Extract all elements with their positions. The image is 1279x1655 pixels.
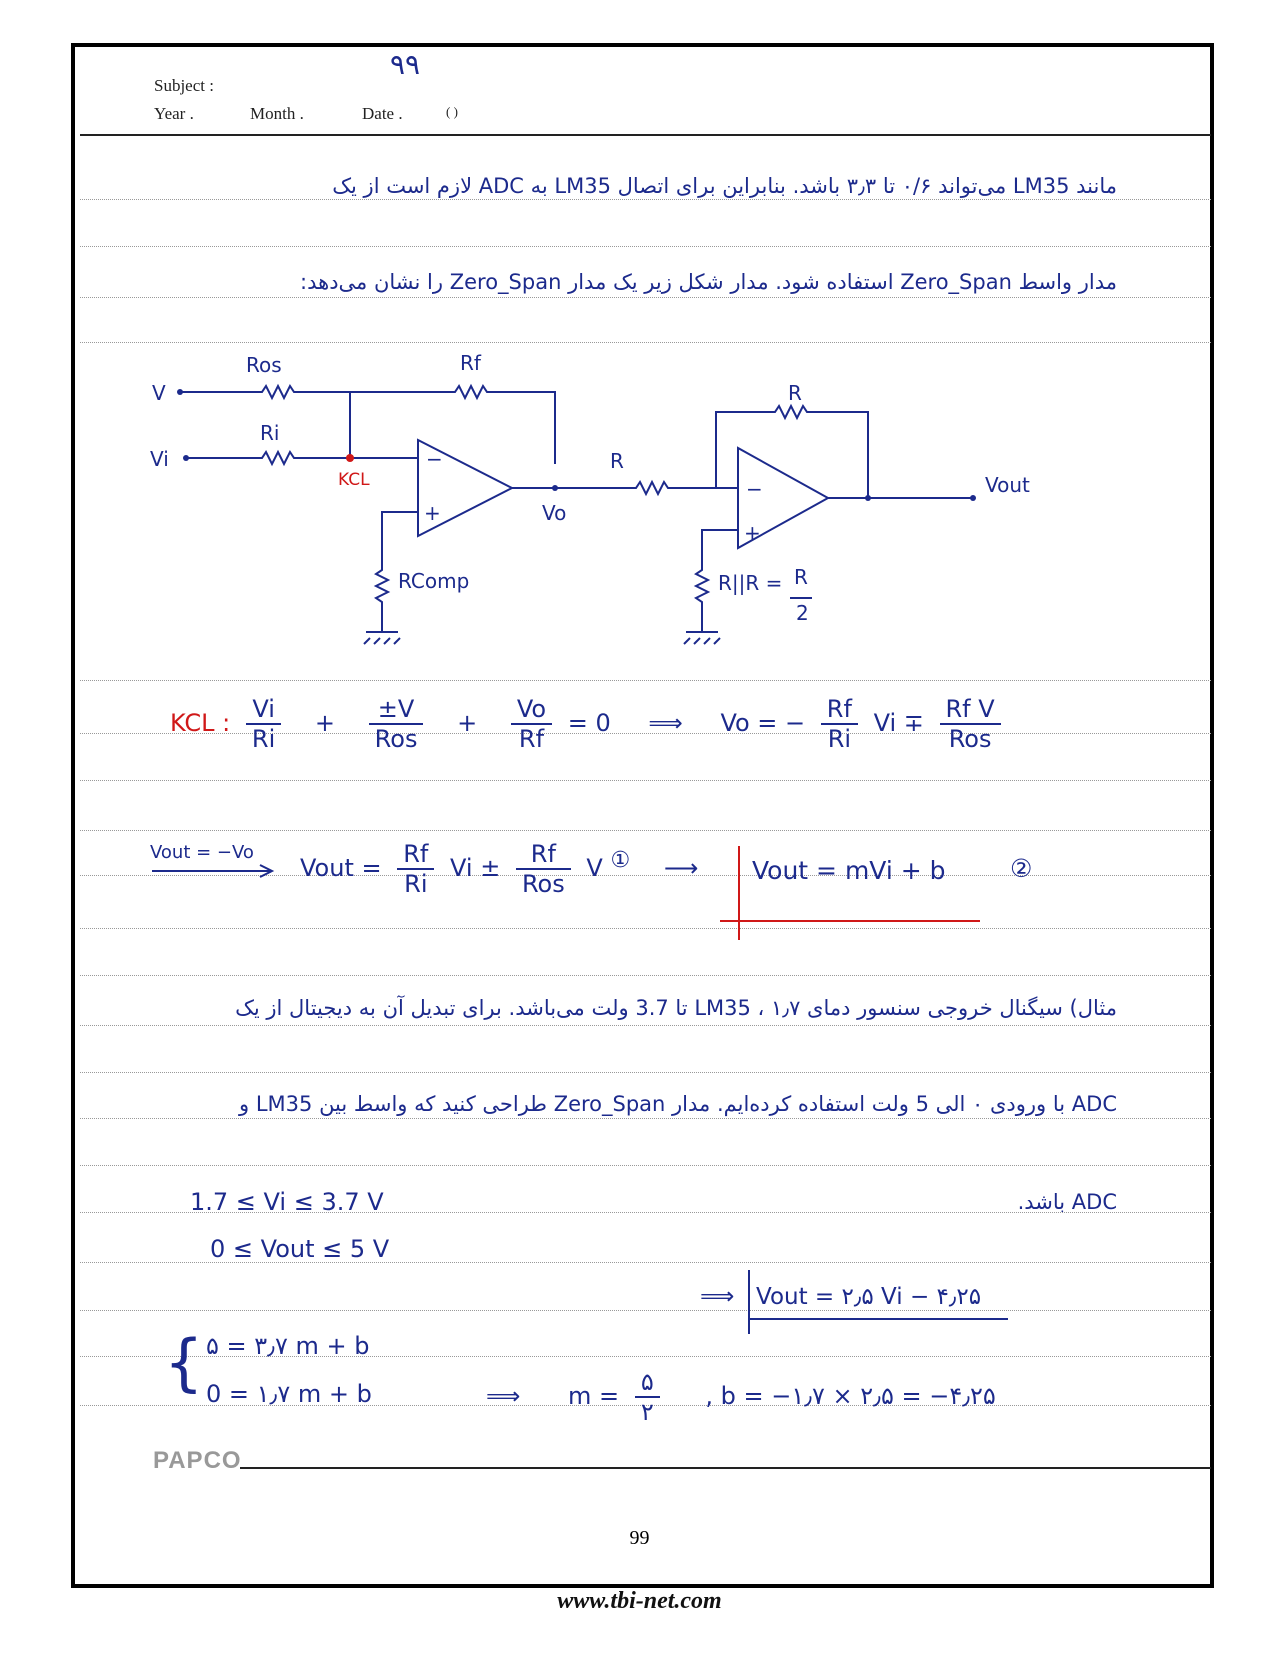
opamp1-plus: +	[424, 501, 441, 525]
system-eq-a: ۵ = ۳٫۷ m + b	[206, 1332, 370, 1360]
vi-expr: Vi ∓	[873, 709, 924, 737]
result-equation: Vout = ۲٫۵ Vi − ۴٫۲۵	[756, 1284, 982, 1310]
label-r-series: R	[610, 449, 624, 473]
rule-line	[80, 199, 1211, 200]
label-v: V	[152, 381, 166, 405]
label-rf: Rf	[460, 351, 481, 375]
label-ri: Ri	[260, 421, 280, 445]
opamp2-plus: +	[744, 521, 761, 545]
watermark: www.tbi-net.com	[557, 1588, 722, 1614]
label-vout: Vout	[985, 473, 1030, 497]
vo-expr: Vo = −	[720, 709, 806, 737]
eq-number-1: ①	[610, 848, 631, 873]
vout-range: 0 ≤ Vout ≤ 5 V	[210, 1235, 390, 1263]
date-label: Date .	[362, 104, 403, 123]
system-eq-b: 0 = ۱٫۷ m + b	[206, 1380, 372, 1408]
vi-range: 1.7 ≤ Vi ≤ 3.7 V	[190, 1188, 384, 1216]
rule-line	[80, 1165, 1211, 1166]
example-line-2: ADC با ورودی ۰ الی 5 ولت استفاده کرده‌ایم. مدار Zero_Span طراحی کنید که واسط بین LM35 و	[239, 1092, 1117, 1116]
label-r-den: 2	[796, 601, 809, 625]
label-vo: Vo	[542, 501, 567, 525]
date-paren: ( )	[446, 104, 458, 119]
header-rule	[80, 134, 1211, 136]
system-solution	[486, 1368, 996, 1426]
fraction: $\frac{۵}{۲}$	[635, 1368, 660, 1426]
rule-line	[80, 1072, 1211, 1073]
general-form: Vout = mVi + b	[752, 856, 946, 885]
equals-zero: = 0	[567, 709, 611, 737]
month-label: Month .	[250, 104, 304, 123]
rule-line	[80, 780, 1211, 781]
rule-line	[80, 975, 1211, 976]
fraction: $\frac{Vi}{Ri}$	[246, 695, 281, 753]
plus-sign: +	[314, 709, 336, 737]
label-kcl: KCL	[338, 470, 370, 490]
b-value: , b = −۱٫۷ × ۲٫۵ = −۴٫۲۵	[705, 1382, 996, 1410]
rule-line	[80, 1118, 1211, 1119]
rule-line	[80, 1310, 1211, 1311]
rule-line	[80, 830, 1211, 831]
zero-span-circuit	[0, 340, 1279, 660]
label-rcomp: RComp	[398, 569, 470, 593]
label-r-feedback: R	[788, 381, 802, 405]
fraction: $\frac{\text{Rf V}}{\text{Ros}}$	[940, 695, 1001, 753]
vout-premise: Vout = −Vo	[150, 842, 254, 863]
m-label: m =	[568, 1382, 620, 1410]
label-rparallel: R||R =	[718, 571, 783, 595]
subject-value: ۹۹	[390, 48, 421, 81]
kcl-equation	[170, 695, 1009, 753]
premise-arrow	[150, 864, 280, 878]
kcl-label: KCL :	[170, 709, 231, 737]
implies-arrow: ⟹	[648, 709, 683, 737]
result-arrow: ⟹	[700, 1282, 735, 1310]
rule-line	[80, 297, 1211, 298]
subject-label: Subject :	[154, 76, 214, 95]
label-ros: Ros	[246, 353, 282, 377]
result-box-horizontal	[748, 1318, 1008, 1320]
label-r-num: R	[794, 565, 808, 589]
boxed-general-vertical	[738, 846, 740, 940]
label-vi: Vi	[150, 447, 169, 471]
system-brace: {	[164, 1326, 204, 1399]
vout-equation	[300, 840, 724, 898]
boxed-general-horizontal	[720, 920, 980, 922]
fraction: $\frac{Rf}{Ri}$	[821, 695, 858, 753]
page-number: 99	[629, 1527, 650, 1549]
opamp1-minus: −	[426, 447, 443, 471]
result-box-vertical	[748, 1270, 750, 1334]
opamp2-minus: −	[746, 477, 763, 501]
plus-sign: +	[457, 709, 478, 737]
eq-number-2: ②	[1010, 854, 1033, 883]
arrow: ⟶	[663, 854, 699, 882]
rule-line	[80, 928, 1211, 929]
intro-line-2: مدار واسط Zero_Span استفاده شود. مدار شکل زیر یک مدار Zero_Span را نشان می‌دهد:	[300, 270, 1117, 294]
example-line-3: ADC باشد.	[1017, 1190, 1117, 1214]
arrow: ⟹	[486, 1382, 521, 1410]
vout-lhs: Vout =	[300, 854, 382, 882]
example-line-1: مثال) سیگنال خروجی سنسور دمای LM35 ، ۱٫۷ تا 3.7 ولت می‌باشد. برای تبدیل آن به دیجیتال از یک	[235, 996, 1117, 1020]
year-label: Year .	[154, 104, 194, 123]
rule-line	[80, 1025, 1211, 1026]
footer-rule	[240, 1467, 1211, 1469]
fraction: $\frac{Rf}{\text{Ros}}$	[516, 840, 571, 898]
rule-line	[80, 680, 1211, 681]
intro-line-1: مانند LM35 می‌تواند ۰/۶ تا ۳٫۳ باشد. بنابراین برای اتصال LM35 به ADC لازم است از یک	[332, 174, 1117, 198]
fraction: $\frac{Vo}{Rf}$	[511, 695, 552, 753]
fraction: $\frac{Rf}{Ri}$	[397, 840, 434, 898]
v-term: V	[586, 854, 603, 882]
fraction: $\frac{\pm V}{\text{Ros}}$	[369, 695, 424, 753]
vi-pm: Vi ±	[450, 854, 501, 882]
papco-logo: PAPCO	[153, 1447, 242, 1474]
rule-line	[80, 246, 1211, 247]
